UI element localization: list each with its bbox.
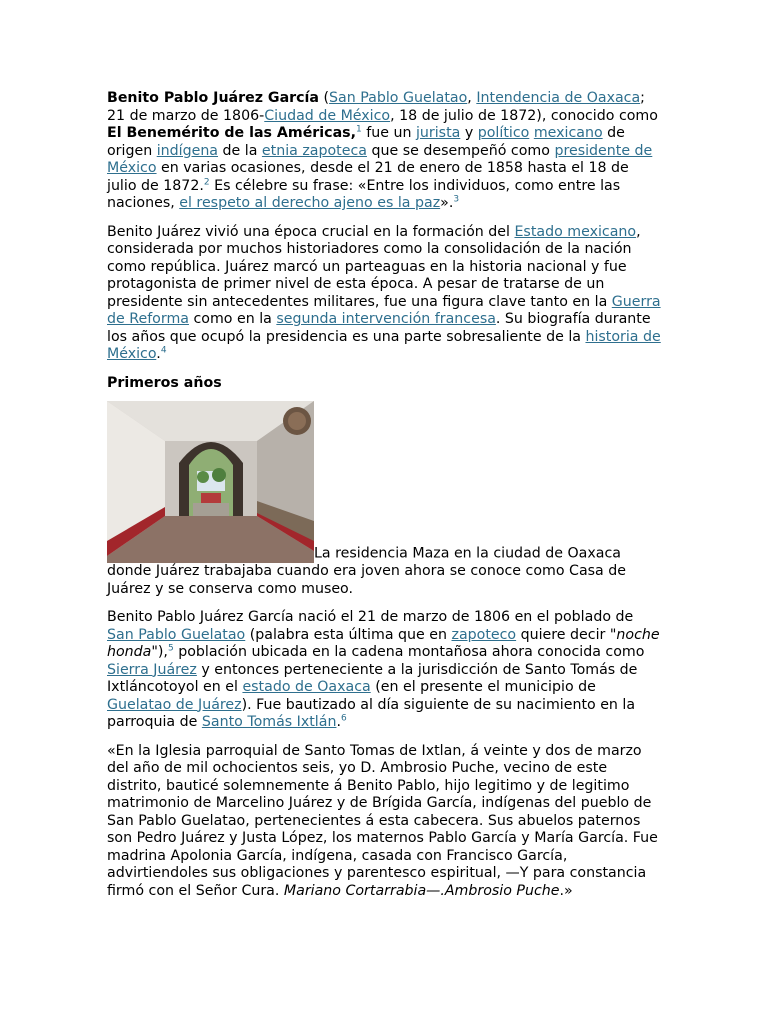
casa-juarez-photo xyxy=(107,401,314,563)
link-san-pablo-guelatao-2[interactable]: San Pablo Guelatao xyxy=(107,626,246,643)
footnote-ref-2[interactable]: 2 xyxy=(203,176,210,187)
birth-paragraph: Benito Pablo Juárez García nació el 21 de marzo de 1806 en el poblado de San Pablo Guelatao (palabra esta última que en zapoteco quiere decir "noche honda"),$^5$ población ubicada en la cadena montañosa ahora conocida como Sierra Juárez y entonces perteneciente a la jurisdicción de Santo Tomás de Ixtláncotoyol en el estado de Oaxaca (en el presente el municipio de Guelatao de Juárez). Fue bautizado al día siguiente de su nacimiento en la parroquia de Santo Tomás Ixtlán.$^6$ xyxy=(107,609,660,730)
context-paragraph: Benito Juárez vivió una época crucial en la formación del Estado mexicano, considerada por muchos historiadores como la consolidación de la nación como república. Juárez marcó un parteaguas en la historia nacional y fue protagonista de primer nivel de esta época. A pesar de tratarse de un presidente sin antecedentes militares, fue una figura clave tanto en la Guerra de Reforma como en la segunda intervención francesa. Su biografía durante los años que ocupó la presidencia es una parte sobresaliente de la historia de México.$^4$ xyxy=(107,223,661,362)
honorific-title: El Benemérito de las Américas, xyxy=(107,125,356,141)
link-respeto-derecho-ajeno[interactable]: el respeto al derecho ajeno es la paz xyxy=(179,195,441,211)
link-intendencia-oaxaca[interactable]: Intendencia de Oaxaca xyxy=(476,90,641,106)
italic-noche-honda: noche honda xyxy=(107,626,660,660)
italic-signatures: Mariano Cortarrabia—.Ambrosio Puche xyxy=(283,882,560,899)
photo-figure xyxy=(107,401,661,598)
footnote-ref-4[interactable]: 4 xyxy=(160,345,167,356)
link-indigena[interactable]: indígena xyxy=(156,142,219,159)
link-segunda-intervencion[interactable]: segunda intervención francesa xyxy=(276,311,496,327)
link-politico[interactable]: político xyxy=(477,125,530,141)
link-ciudad-mexico[interactable]: Ciudad de México xyxy=(264,107,391,124)
footnote-ref-1[interactable]: 1 xyxy=(356,124,362,135)
baptism-quote-paragraph: «En la Iglesia parroquial de Santo Tomas de Ixtlan, á veinte y dos de marzo del año de mil ochocientos seis, yo D. Ambrosio Puche, vecino de este distrito, bauticé solemnemente á Benito Pablo, hijo legitimo y de legitimo matrimonio de Marcelino Juárez y de Brígida García, indígenas del pueblo de San Pablo Guelatao, pertenecientes á esta cabecera. Sus abuelos paternos son Pedro Juárez y Justa López, los maternos Pablo García y María García. Fue madrina Apolonia García, indígena, casada con Francisco García, advirtiendoles sus obligaciones y parentesco espiritual, —Y para constancia firmó con el Señor Cura. Mariano Cortarrabia—.Ambrosio Puche.» xyxy=(107,742,658,899)
subject-name: Benito Pablo Juárez García xyxy=(107,90,319,106)
link-etnia-zapoteca[interactable]: etnia zapoteca xyxy=(261,142,367,159)
link-guelatao-juarez[interactable]: Guelatao de Juárez xyxy=(107,696,242,713)
link-zapoteco[interactable]: zapoteco xyxy=(451,626,517,643)
footnote-ref-3[interactable]: 3 xyxy=(453,194,460,205)
link-historia-mexico[interactable]: historia de México xyxy=(107,328,661,362)
footnote-ref-5[interactable]: 5 xyxy=(167,643,174,654)
link-jurista[interactable]: jurista xyxy=(415,125,461,141)
link-mexicano[interactable]: mexicano xyxy=(533,125,603,141)
link-santo-tomas-ixtlan[interactable]: Santo Tomás Ixtlán xyxy=(201,714,337,730)
intro-paragraph: Benito Pablo Juárez García (San Pablo Guelatao, Intendencia de Oaxaca; 21 de marzo de 1806-Ciudad de México, 18 de julio de 1872), conocido como El Benemérito de las Américas,$^1$ fue un jurista y político mexicano de origen indígena de la etnia zapoteca que se desempeñó como presidente de México en varias ocasiones, desde el 21 de enero de 1858 hasta el 18 de julio de 1872.$^2$ Es célebre su frase: «Entre los individuos, como entre las naciones, el respeto al derecho ajeno es la paz».$^3$ xyxy=(107,90,658,211)
link-san-pablo-guelatao[interactable]: San Pablo Guelatao xyxy=(329,90,468,106)
photo-caption: La residencia Maza en la ciudad de Oaxaca donde Juárez trabajaba cuando era joven ahora se conoce como Casa de Juárez y se conserva como museo. xyxy=(107,545,626,597)
section-heading: Primeros años xyxy=(107,374,222,391)
link-sierra-juarez[interactable]: Sierra Juárez xyxy=(107,661,197,678)
link-estado-mexicano[interactable]: Estado mexicano xyxy=(514,223,637,240)
footnote-ref-6[interactable]: 6 xyxy=(340,713,347,724)
article-body xyxy=(107,90,661,911)
link-guerra-reforma[interactable]: Guerra de Reforma xyxy=(107,293,661,327)
link-estado-oaxaca[interactable]: estado de Oaxaca xyxy=(242,679,371,695)
link-presidente-mexico[interactable]: presidente de México xyxy=(107,142,653,176)
